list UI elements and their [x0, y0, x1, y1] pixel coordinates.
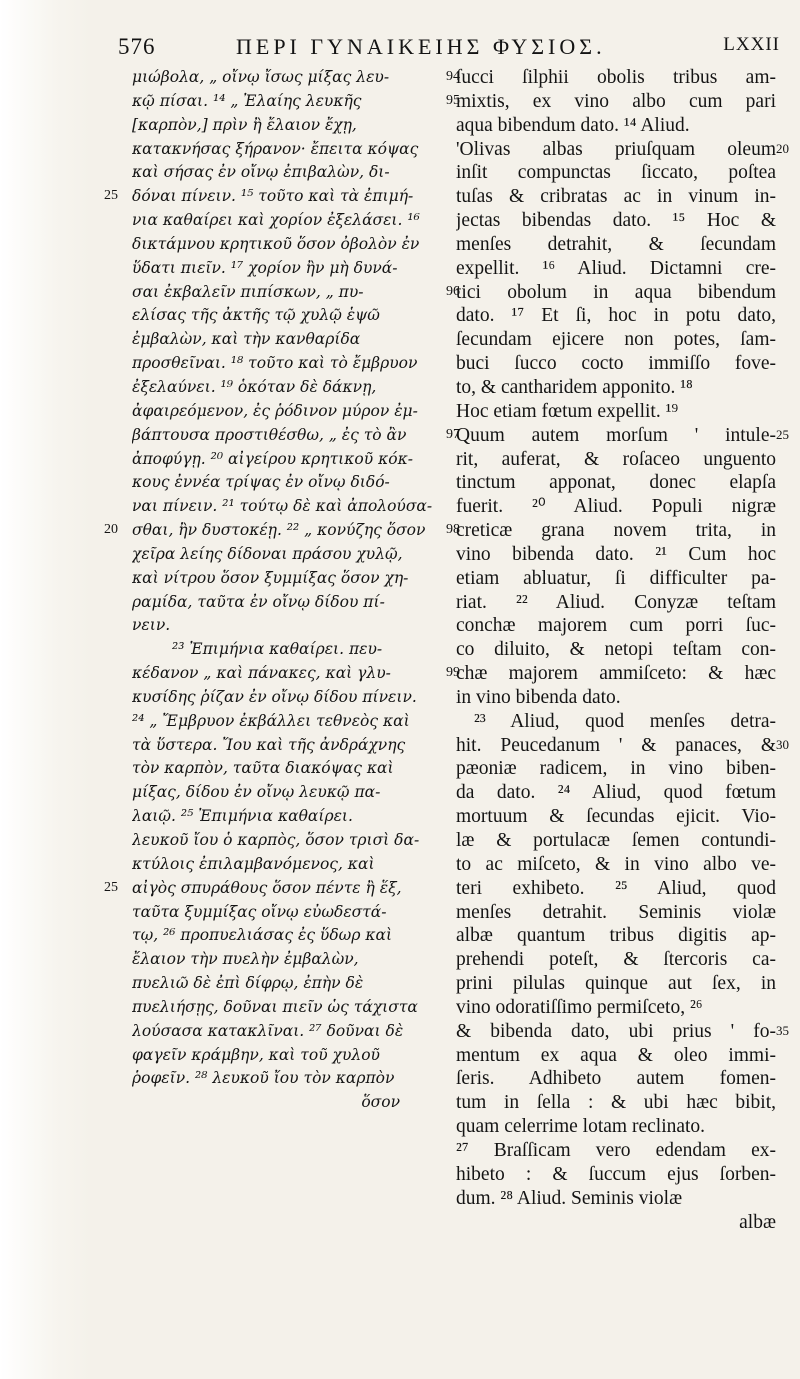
latin-text-line: albæ quantum tribus digitis ap- [456, 925, 776, 947]
latin-text-line: ²³ Aliud, quod menſes detra- [474, 710, 776, 732]
page-number: 576 [118, 34, 156, 59]
latin-text-line: quam celerrime lotam reclinato. [456, 1116, 706, 1138]
greek-text-line: προσθεῖναι. ¹⁸ τοῦτο καὶ τὸ ἔμβρυον [132, 354, 418, 373]
greek-text-line: δόναι πίνειν. ¹⁵ τοῦτο καὶ τὰ ἐπιμή- [132, 187, 414, 206]
latin-text-line: prehendi poteſt, & ſtercoris ca- [456, 949, 776, 971]
latin-text-line: pæoniæ radicem, in vino biben- [456, 758, 776, 780]
section-number: LXXII [723, 34, 780, 55]
greek-text-line: κῷ πίσαι. ¹⁴ „ Ἐλαίης λευκῆς [132, 91, 362, 110]
latin-text-line: conchæ majorem cum porri ſuc- [456, 615, 776, 637]
greek-text-line: νια καθαίρει καὶ χορίον ἐξελάσει. ¹⁶ [132, 211, 420, 230]
greek-column [132, 66, 440, 1115]
latin-text-line: expellit. ¹⁶ Aliud. Dictamni cre- [456, 257, 776, 279]
line-number-marker: 96 [446, 283, 460, 299]
latin-text-line: aqua bibendum dato. ¹⁴ Aliud. [456, 114, 690, 136]
greek-text-line: ραμίδα, ταῦτα ἐν οἴνῳ δίδου πί- [132, 592, 385, 611]
latin-text-line: tici obolum in aqua bibendum [456, 281, 776, 303]
latin-text-line: co diluito, & netopi teſtam con- [456, 639, 776, 661]
greek-text-line: ²³ Ἐπιμήνια καθαίρει. πευ- [172, 640, 383, 659]
latin-text-line: hibeto : & ſuccum ejus ſorben- [456, 1163, 776, 1185]
line-number-marker: 95 [446, 92, 460, 108]
latin-text-line: ²⁷ Braſſicam vero edendam ex- [456, 1139, 776, 1161]
greek-text-line: ἐμβαλὼν, καὶ τὴν κανθαρίδα [132, 330, 361, 349]
greek-text-line: καὶ νίτρου ὅσον ξυμμίξας ὅσον χη- [132, 568, 409, 587]
latin-text-line: jectas bibendas dato. ¹⁵ Hoc & [456, 210, 776, 232]
latin-text-line: to ac miſceto, & in vino albo ve- [456, 853, 776, 875]
latin-text-line: 'Olivas albas priuſquam oleum [456, 138, 776, 160]
latin-text-line: Quum autem morſum ' intule- [456, 424, 776, 446]
running-header [118, 34, 780, 64]
greek-text-line: λαιῷ. ²⁵ Ἐπιμήνια καθαίρει. [132, 807, 353, 826]
greek-text-line: φαγεῖν κράμβην, καὶ τοῦ χυλοῦ [132, 1045, 380, 1064]
greek-text-line: πυελιῶ δὲ ἐπὶ δίφρῳ, ἐπὴν δὲ [132, 974, 364, 993]
latin-text-line: chæ majorem ammiſceto: & hæc [456, 663, 776, 685]
greek-text-line: δικτάμνου κρητικοῦ ὅσον ὀβολὸν ἐν [132, 234, 420, 253]
greek-text-line: τὰ ὕστερα. Ἴου καὶ τῆς ἀνδράχνης [132, 735, 406, 754]
latin-text-line: dum. ²⁸ Aliud. Seminis violæ [456, 1187, 683, 1209]
greek-text-line: κυσίδης ῥίζαν ἐν οἴνῳ δίδου πίνειν. [132, 687, 417, 706]
running-title: ΠΕΡΙ ΓΥΝΑΙΚΕΙΗΣ ΦΥΣΙΟΣ. [236, 34, 606, 59]
line-number-marker: 30 [776, 736, 789, 752]
latin-text-line: tuſas & cribratas ac in vinum in- [456, 186, 776, 208]
latin-text-line: mentum ex aqua & oleo immi- [456, 1044, 776, 1066]
latin-text-line: etiam abluatur, ſi difficulter pa- [456, 567, 776, 589]
latin-text-line: ſecundam ejicere non potes, ſam- [456, 329, 776, 351]
latin-text-line: to, & cantharidem apponito. ¹⁸ [456, 376, 693, 398]
latin-text-line: & bibenda dato, ubi prius ' fo- [456, 1020, 776, 1042]
greek-text-line: τῳ, ²⁶ προπυελιάσας ἐς ὕδωρ καὶ [132, 926, 393, 945]
latin-text-line: albæ [739, 1211, 776, 1233]
greek-text-line: χεῖρα λείης δίδοναι πράσου χυλῷ, [132, 544, 403, 563]
greek-text-line: κέδανον „ καὶ πάνακες, καὶ γλυ- [132, 664, 391, 683]
greek-text-line: νειν. [132, 616, 171, 635]
greek-text-line: αἰγὸς σπυράθους ὅσον πέντε ἢ ἕξ, [132, 878, 402, 897]
latin-text-line: teri exhibeto. ²⁵ Aliud, quod [456, 877, 776, 899]
line-number-marker: 97 [446, 426, 460, 442]
line-number-marker: 99 [446, 665, 460, 681]
greek-text-line: ῥοφεῖν. ²⁸ λευκοῦ ἴου τὸν καρπὸν [132, 1069, 395, 1088]
line-number-marker: 35 [776, 1023, 789, 1038]
greek-text-line: μιώβολα, „ οἴνῳ ἴσως μίξας λευ- [132, 68, 390, 86]
greek-text-line: ελίσας τῆς ἀκτῆς τῷ χυλῷ ἑψῶ [132, 306, 380, 325]
line-number-marker: 94 [446, 69, 460, 84]
latin-text-line: da dato. ²⁴ Aliud, quod fœtum [456, 782, 776, 804]
greek-text-line: βάπτουσα προστιθέσθω, „ ἐς τὸ ἂν [132, 425, 407, 444]
greek-text-line: μίξας, δίδου ἐν οἴνῳ λευκῷ πα- [132, 783, 381, 802]
latin-text-line: in vino bibenda dato. [456, 686, 621, 708]
greek-text-line: σαι ἐκβαλεῖν πιπίσκων, „ πυ- [132, 282, 364, 301]
greek-text-line: ὅσον [361, 1093, 400, 1112]
latin-text-line: fuerit. ²⁰ Aliud. Populi nigræ [456, 496, 776, 518]
latin-text-line: dato. ¹⁷ Et ſi, hoc in potu dato, [456, 305, 776, 327]
line-number-marker: 20 [104, 522, 118, 538]
latin-text-line: prini pilulas quinque aut ſex, in [456, 973, 776, 995]
line-number-marker: 25 [104, 188, 118, 204]
latin-text-line: mortuum & ſecundas ejicit. Vio- [456, 806, 776, 828]
line-number-marker: 25 [776, 426, 789, 442]
latin-text-line: creticæ grana novem trita, in [456, 520, 776, 542]
latin-text-line: vino odoratiſſimo permiſceto, ²⁶ [456, 996, 703, 1018]
page-gutter [0, 0, 90, 1379]
greek-text-line: τὸν καρπὸν, ταῦτα διακόψας καὶ [132, 759, 394, 778]
greek-text-line: λευκοῦ ἴου ὁ καρπὸς, ὅσον τρισὶ δα- [132, 831, 420, 849]
latin-text-line: tinctum apponat, donec elapſa [456, 472, 776, 494]
greek-text-line: καὶ σήσας ἐν οἴνῳ ἐπιβαλὼν, δι- [132, 163, 390, 182]
latin-text-line: tum in ſella : & ubi hæc bibit, [456, 1092, 776, 1114]
latin-text-line: ſeris. Adhibeto autem fomen- [456, 1068, 776, 1090]
line-number-marker: 98 [446, 522, 460, 538]
greek-text-line: ἐξελαύνει. ¹⁹ ὁκόταν δὲ δάκνῃ, [132, 377, 377, 396]
greek-text-line: ἔλαιον τὴν πυελὴν ἐμβαλὼν, [132, 950, 359, 969]
latin-text-line: ſucci ſilphii obolis tribus am- [456, 67, 776, 88]
greek-text-line: λούσασα κατακλῖναι. ²⁷ δοῦναι δὲ [132, 1021, 404, 1040]
greek-text-line: κατακνήσας ξήρανον· ἔπειτα κόψας [132, 139, 419, 158]
latin-text-line: Hoc etiam fœtum expellit. ¹⁹ [456, 400, 679, 422]
greek-text-line: ταῦτα ξυμμίξας οἴνῳ εὐωδεστά- [132, 902, 387, 921]
line-number-marker: 20 [776, 140, 789, 156]
latin-text-line: menſes detrahit, & ſecundam [456, 233, 776, 255]
line-number-marker: 25 [104, 879, 118, 895]
greek-text-line: ὕδατι πιεῖν. ¹⁷ χορίον ἢν μὴ δυνά- [132, 258, 398, 277]
latin-text-line: riat. ²² Aliud. Conyzæ teſtam [456, 591, 776, 613]
latin-text-line: hit. Peucedanum ' & panaces, & [456, 734, 776, 756]
greek-text-line: [καρπὸν,] πρὶν ἢ ἔλαιον ἔχῃ, [132, 115, 357, 134]
latin-text-line: rit, auferat, & roſaceo unguento [456, 448, 776, 470]
latin-column [456, 66, 776, 1234]
latin-text-line: mixtis, ex vino albo cum pari [456, 90, 776, 112]
latin-text-line: menſes detrahit. Seminis violæ [456, 901, 776, 923]
greek-text-line: ἀφαιρεόμενον, ἐς ῥόδινον μύρον ἐμ- [132, 401, 418, 420]
greek-text-line: σθαι, ἢν δυστοκέῃ. ²² „ κονύζης ὅσον [132, 521, 426, 540]
latin-text-line: inſit compunctas ſiccato, poſtea [456, 162, 776, 184]
greek-text-line: κτύλοις ἐπιλαμβανόμενος, καὶ [132, 854, 375, 873]
greek-text-line: ἀποφύγῃ. ²⁰ αἰγείρου κρητικοῦ κόκ- [132, 449, 413, 468]
greek-text-line: πυελιήσῃς, δοῦναι πιεῖν ὡς τάχιστα [132, 997, 418, 1016]
greek-text-line: ²⁴ „ Ἔμβρυον ἐκβάλλει τεθνεὸς καὶ [132, 711, 410, 730]
latin-text-line: læ & portulacæ ſemen contundi- [456, 830, 776, 851]
greek-text-line: ναι πίνειν. ²¹ τούτῳ δὲ καὶ ἀπολούσα- [132, 497, 433, 516]
greek-text-line: κους ἐννέα τρίψας ἐν οἴνῳ διδό- [132, 473, 390, 492]
latin-text-line: buci ſucco cocto immiſſo fove- [456, 353, 776, 375]
latin-text-line: vino bibenda dato. ²¹ Cum hoc [456, 543, 776, 565]
